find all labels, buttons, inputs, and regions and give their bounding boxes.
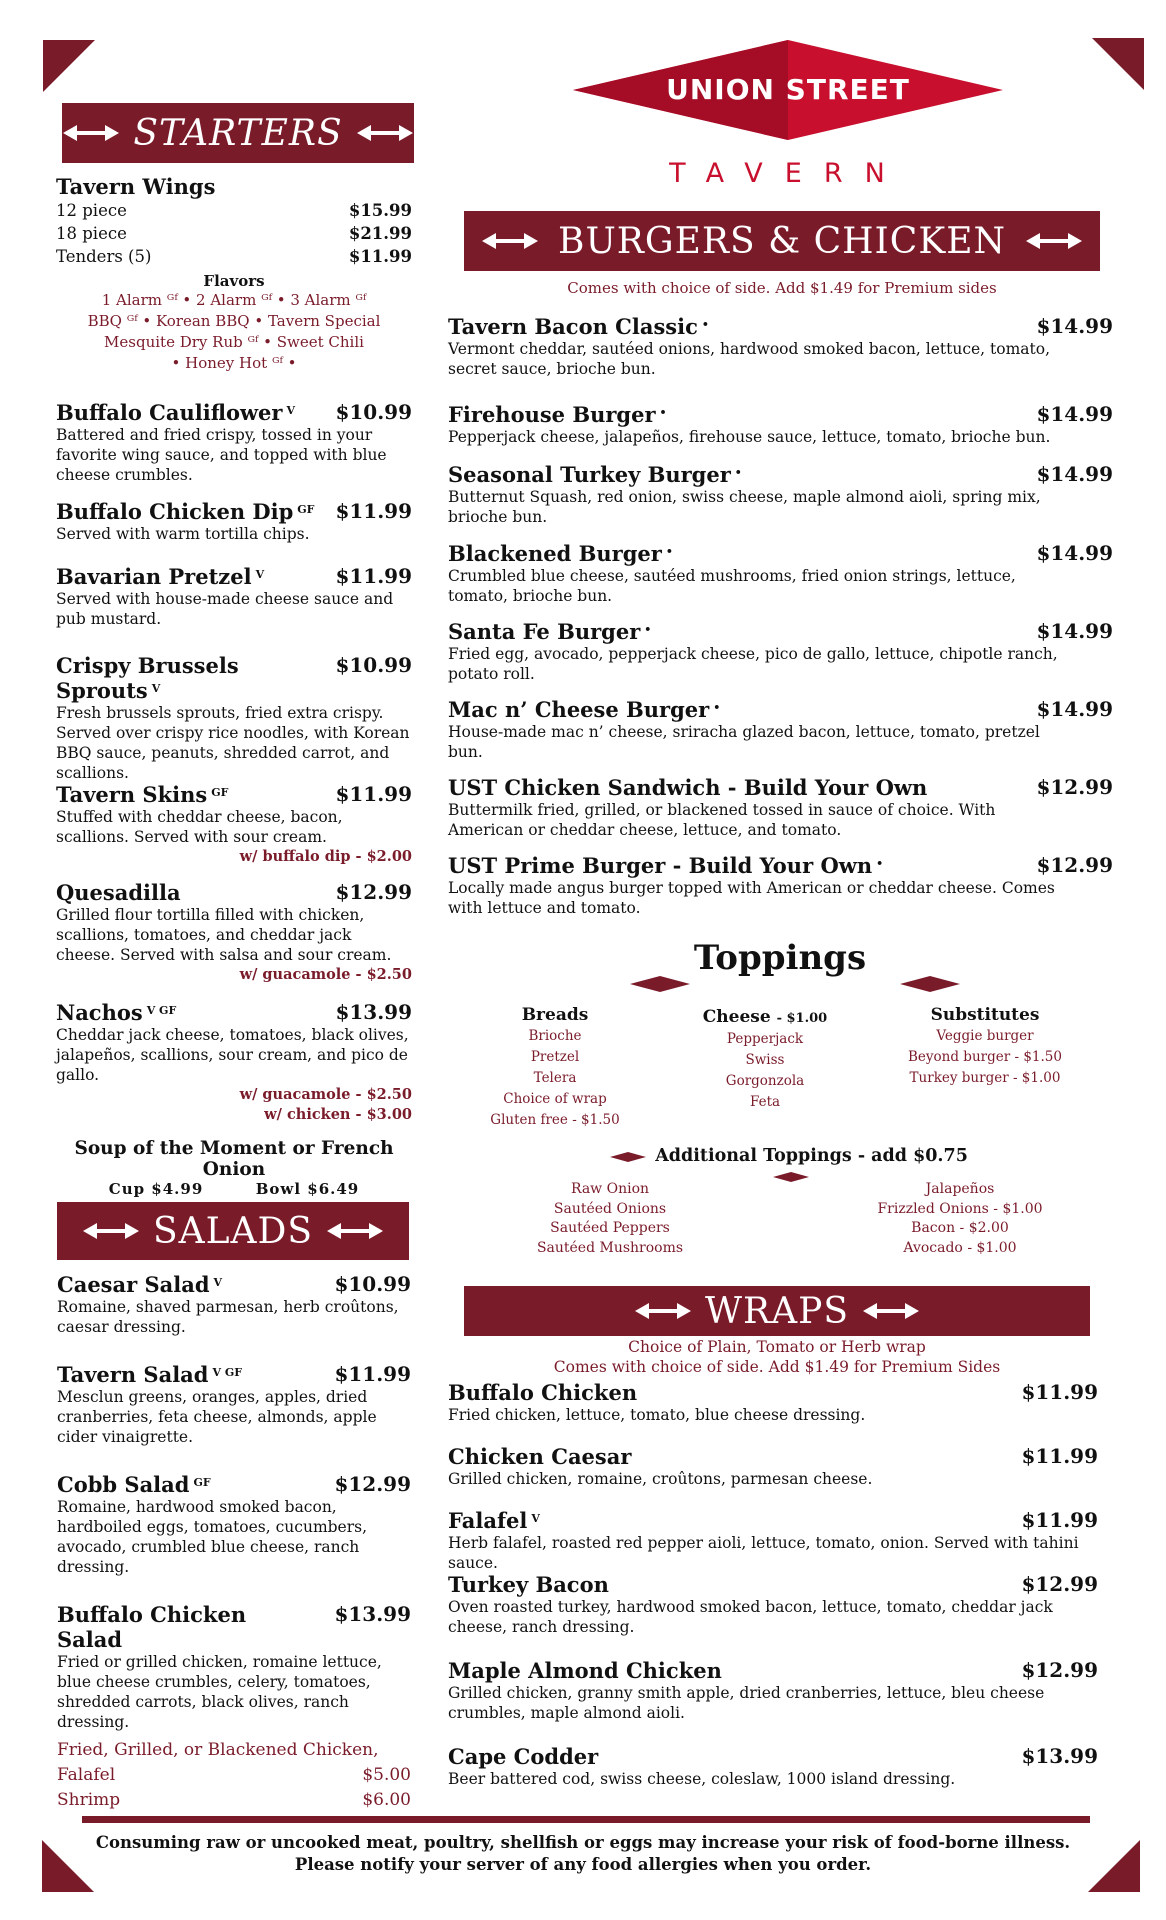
topping-option: Sautéed Onions [553,1200,667,1217]
wing-size-label: Tenders (5) [56,247,152,266]
menu-item-header [56,782,412,807]
menu-item-name: UST Chicken Sandwich - Build Your Own [448,775,928,800]
topping-option: Raw Onion [570,1181,650,1197]
toppings-header [620,938,940,988]
starters-title: STARTERS [133,112,343,154]
breads-title: Breads [521,1005,589,1025]
menu-item-description: Crumbled blue cheese, sautéed mushrooms, fried onion strings, lettuce, tomato, brioche bun. [448,567,1016,605]
menu-item-description: Grilled chicken, granny smith apple, dried cranberries, lettuce, bleu cheese crumbles, maple almond aioli. [448,1684,1045,1722]
diamond-left-icon [610,1152,646,1162]
wing-size-label: 18 piece [56,224,127,243]
menu-item-price: $11.99 [335,564,412,588]
menu-item-name: Tavern Skins [56,782,208,807]
menu-item-header [56,880,412,905]
menu-item [448,1744,1098,1789]
arrow-right-icon [327,1223,383,1239]
logo-line1: UNION STREET [666,73,910,106]
menu-item-name: Seasonal Turkey Burger [448,462,731,487]
topping-option: Avocado - $1.00 [903,1239,1017,1256]
menu-item-price: $11.99 [334,1362,411,1386]
menu-item-tag: V [531,1511,540,1525]
arrow-left-icon [482,233,538,249]
soup-title: Soup of the Moment or French Onion [74,1138,394,1180]
wing-size-row [56,245,412,268]
flavor-line: • Honey Hot ᴳᶠ • [171,354,297,372]
menu-item-price: $14.99 [1036,619,1113,643]
menu-item [57,1602,411,1732]
menu-item-header [57,1362,411,1387]
menu-item-description: Served with warm tortilla chips. [56,525,310,543]
wraps-banner [464,1286,1090,1336]
menu-item-price: $13.99 [1021,1744,1098,1768]
menu-item-description: Grilled chicken, romaine, croûtons, parmesan cheese. [448,1470,873,1488]
menu-item-description: Romaine, shaved parmesan, herb croûtons, caesar dressing. [57,1298,399,1336]
footer-disclaimer [80,1832,1086,1876]
menu-item-header [57,1472,411,1497]
topping-option: Gluten free - $1.50 [490,1112,620,1128]
menu-item-header [448,1572,1098,1597]
menu-item [448,853,1113,918]
menu-item-name: Tavern Salad [57,1362,209,1387]
menu-item-header [56,499,412,524]
topping-option: Frizzled Onions - $1.00 [877,1200,1043,1217]
wraps-note-2: Comes with choice of side. Add $1.49 for Premium Sides [553,1358,1001,1376]
menu-item-header [56,653,412,703]
menu-item-description: Romaine, hardwood smoked bacon, hardboiled eggs, tomatoes, cucumbers, avocado, crumbled blue cheese, ranch dressing. [57,1498,368,1576]
topping-option: Feta [749,1094,781,1110]
menu-item-name: Chicken Caesar [448,1444,632,1469]
menu-item-tag: V GF [146,1003,177,1017]
menu-item-name: Buffalo Chicken Salad [57,1602,247,1652]
menu-item-header [448,1744,1098,1769]
arrow-right-icon [1026,233,1082,249]
menu-item [448,619,1113,684]
topping-option: Veggie burger [936,1028,1034,1044]
menu-item-name: Quesadilla [56,880,181,905]
menu-item-price: $14.99 [1036,697,1113,721]
footer-line-2: Please notify your server of any food allergies when you order. [294,1855,872,1874]
menu-item-name: Nachos [56,1000,143,1025]
menu-item-description: Locally made angus burger topped with American or cheddar cheese. Comes with lettuce and tomato. [448,879,1055,917]
menu-item-header [448,462,1113,487]
menu-item-tag: V [151,681,161,695]
menu-item-tag: GF [193,1475,211,1489]
menu-item-description: Mesclun greens, oranges, apples, dried cranberries, feta cheese, almonds, apple cider vinaigrette. [57,1388,377,1446]
menu-item-price: $11.99 [1021,1444,1098,1468]
starters-banner [62,103,414,163]
additional-toppings-title: Additional Toppings - add $0.75 [655,1146,968,1166]
menu-item [56,499,412,544]
menu-item-name: UST Prime Burger - Build Your Own [448,853,873,878]
menu-item-price: $10.99 [335,400,412,424]
menu-item-description: Fried or grilled chicken, romaine lettuce, blue cheese crumbles, celery, tomatoes, shredded carrots, black olives, ranch dressing. [57,1653,382,1731]
topping-option: Pepperjack [726,1031,804,1047]
salad-proteins [57,1738,411,1813]
menu-item-name: Caesar Salad [57,1272,210,1297]
flavor-line: BBQ ᴳᶠ • Korean BBQ • Tavern Special [87,312,381,330]
menu-item-description: Grilled flour tortilla filled with chicken, scallions, tomatoes, and cheddar jack cheese. Served with salsa and sour cream. [56,906,392,964]
starters-section [56,174,412,374]
menu-item-price: $12.99 [1021,1572,1098,1596]
arrow-left-icon [83,1223,139,1239]
menu-item-name: Buffalo Cauliflower [56,400,283,425]
corner-decoration-top-left [43,40,95,92]
arrow-left-icon [63,125,119,141]
menu-item-name: Buffalo Chicken [448,1380,638,1405]
wings-sizes [56,199,412,268]
menu-item [56,880,412,985]
footer-divider [82,1816,1090,1823]
menu-item-tag: GF [211,785,229,799]
menu-item-description: Buttermilk fried, grilled, or blackened tossed in sauce of choice. With American or cheddar cheese, lettuce, and tomato. [448,801,996,839]
menu-item [57,1472,411,1577]
menu-item-description: Cheddar jack cheese, tomatoes, black olives, jalapeños, scallions, sour cream, and pico de gallo. [56,1026,409,1084]
menu-item-name: Mac n’ Cheese Burger [448,697,710,722]
menu-item-tag: V [213,1275,223,1289]
diamond-left-icon [630,976,690,992]
menu-item-addon: w/ buffalo dip - $2.00 [239,848,412,865]
menu-item-price: $12.99 [1036,853,1113,877]
menu-item-name: Cobb Salad [57,1472,190,1497]
menu-item [448,314,1113,379]
footer-line-1: Consuming raw or uncooked meat, poultry, shellfish or eggs may increase your risk of food-borne illness. [95,1833,1071,1852]
menu-item-price: $12.99 [335,880,412,904]
wing-size-price: $11.99 [348,247,412,266]
menu-item [57,1272,411,1337]
menu-item-description: Oven roasted turkey, hardwood smoked bacon, lettuce, tomato, cheddar jack cheese, ranch dressing. [448,1598,1053,1636]
menu-item-tag: • [665,544,673,558]
menu-item-header [448,1658,1098,1683]
topping-option: Turkey burger - $1.00 [909,1070,1061,1086]
menu-item-tag: • [734,465,742,479]
menu-item-tag: • [644,622,652,636]
menu-item [56,564,412,629]
menu-item [448,1658,1098,1723]
menu-item-description: Battered and fried crispy, tossed in your favorite wing sauce, and topped with blue cheese crumbles. [56,426,387,484]
menu-item-description: House-made mac n’ cheese, sriracha glazed bacon, lettuce, tomato, pretzel bun. [448,723,1040,761]
menu-item-name: Cape Codder [448,1744,599,1769]
toppings-title: Toppings [693,938,867,978]
menu-item-description: Beer battered cod, swiss cheese, coleslaw, 1000 island dressing. [448,1770,956,1788]
topping-option: Brioche [528,1028,582,1044]
wings-item [56,174,412,374]
menu-item [448,1380,1098,1425]
menu-item-price: $11.99 [335,499,412,523]
menu-item [448,541,1113,606]
topping-option: Swiss [745,1052,785,1068]
menu-item-tag: • [713,700,721,714]
burgers-banner [464,211,1100,271]
topping-option: Bacon - $2.00 [911,1220,1009,1236]
menu-item-tag: V [286,403,296,417]
topping-option: Gorgonzola [725,1073,805,1089]
salads-title: SALADS [152,1210,314,1252]
menu-item-header [448,402,1113,427]
logo-line2: TAVERN [669,158,907,189]
menu-item-tag: GF [297,502,315,516]
wing-size-price: $21.99 [348,224,412,243]
menu-item-price: $14.99 [1036,314,1113,338]
arrow-right-icon [863,1303,919,1319]
topping-option: Sautéed Peppers [550,1220,670,1236]
menu-item [448,1444,1098,1489]
menu-item-header [448,697,1113,722]
cheese-column [680,1007,850,1113]
menu-item-name: Buffalo Chicken Dip [56,499,294,524]
wing-size-label: 12 piece [56,201,127,220]
menu-item-header [56,400,412,425]
menu-item-addon: w/ guacamole - $2.50 [239,966,412,983]
corner-decoration-top-right [1092,38,1144,90]
corner-decoration-bottom-right [1088,1840,1140,1892]
menu-item-price: $13.99 [335,1000,412,1024]
additional-right-column [860,1180,1060,1258]
menu-item-name: Falafel [448,1508,528,1533]
menu-item-header [448,853,1113,878]
topping-option: Telera [533,1070,577,1086]
diamond-right-icon [900,976,960,992]
menu-item-name: Turkey Bacon [448,1572,609,1597]
additional-left-column [520,1180,700,1258]
menu-item-price: $10.99 [334,1272,411,1296]
menu-item-description: Herb falafel, roasted red pepper aioli, lettuce, tomato, onion. Served with tahini sauce. [448,1534,1079,1572]
menu-item-addon: w/ chicken - $3.00 [264,1106,412,1123]
menu-item-header [57,1272,411,1297]
menu-item [56,1000,412,1125]
menu-item-header [448,775,1113,800]
breads-column [470,1005,640,1131]
topping-option: Beyond burger - $1.50 [908,1049,1062,1065]
burgers-title: BURGERS & CHICKEN [557,220,1006,262]
soup-block [56,1138,412,1198]
flavor-line: 1 Alarm ᴳᶠ • 2 Alarm ᴳᶠ • 3 Alarm ᴳᶠ [101,291,367,309]
diamond-right-icon [773,1172,809,1182]
topping-option: Jalapeños [925,1181,995,1197]
menu-item-header [448,314,1113,339]
menu-item-header [448,1508,1098,1533]
menu-item-price: $13.99 [334,1602,411,1626]
flavors-list [56,290,412,374]
menu-item-tag: V [255,567,265,581]
menu-item-header [448,1444,1098,1469]
menu-item-header [448,541,1113,566]
menu-item-price: $11.99 [335,782,412,806]
wraps-note-1: Choice of Plain, Tomato or Herb wrap [628,1338,926,1356]
menu-item-description: Fried chicken, lettuce, tomato, blue cheese dressing. [448,1406,866,1424]
protein-title: Fried, Grilled, or Blackened Chicken, [57,1740,379,1760]
menu-item-price: $10.99 [335,653,412,677]
menu-item-description: Vermont cheddar, sautéed onions, hardwood smoked bacon, lettuce, tomato, secret sauce, brioche bun. [448,340,1051,378]
menu-item [448,402,1113,447]
flavor-line: Mesquite Dry Rub ᴳᶠ • Sweet Chili [104,333,364,351]
menu-item-header [448,619,1113,644]
cheese-title: Cheese [702,1007,771,1027]
wing-size-row [56,222,412,245]
menu-item [448,1572,1098,1637]
menu-item-description: Fried egg, avocado, pepperjack cheese, pico de gallo, lettuce, chipotle ranch, potato roll. [448,645,1058,683]
topping-option: Choice of wrap [503,1091,607,1107]
menu-item-tag: V GF [212,1365,243,1379]
menu-item-description: Fresh brussels sprouts, fried extra crispy. Served over crispy rice noodles, with Korean BBQ sauce, peanuts, shredded carrot, and scallions. [56,704,410,782]
menu-item-tag: • [876,856,884,870]
menu-item-header [448,1380,1098,1405]
menu-item [56,400,412,485]
menu-item-name: Crispy Brussels Sprouts [56,653,239,703]
wing-size-row [56,199,412,222]
topping-option: Sautéed Mushrooms [536,1239,684,1256]
menu-item-price: $11.99 [1021,1380,1098,1404]
menu-item-tag: • [701,317,709,331]
salads-banner [57,1202,409,1260]
menu-item-name: Blackened Burger [448,541,662,566]
menu-item [448,775,1113,840]
menu-item-price: $12.99 [1021,1658,1098,1682]
protein-label: Shrimp [57,1790,121,1810]
menu-item-price: $11.99 [1021,1508,1098,1532]
substitutes-column [890,1005,1080,1089]
menu-item-price: $14.99 [1036,462,1113,486]
menu-item-name: Firehouse Burger [448,402,656,427]
menu-item [448,1508,1098,1573]
menu-item-header [56,1000,412,1025]
menu-item-price: $14.99 [1036,541,1113,565]
menu-item-header [57,1602,411,1652]
menu-item-description: Served with house-made cheese sauce and pub mustard. [56,590,394,628]
menu-item [57,1362,411,1447]
menu-item-name: Bavarian Pretzel [56,564,252,589]
menu-item-name: Santa Fe Burger [448,619,641,644]
menu-item-name: Tavern Bacon Classic [448,314,698,339]
menu-item-description: Butternut Squash, red onion, swiss cheese, maple almond aioli, spring mix, brioche bun. [448,488,1041,526]
menu-item [56,653,412,783]
menu-item [448,462,1113,527]
protein-label: Falafel [57,1765,116,1785]
menu-item-addon: w/ guacamole - $2.50 [239,1086,412,1103]
menu-item-price: $12.99 [334,1472,411,1496]
arrow-left-icon [635,1303,691,1319]
menu-item-description: Stuffed with cheddar cheese, bacon, scallions. Served with sour cream. [56,808,343,846]
soup-cup: Cup $4.99 [108,1180,204,1198]
wraps-title: WRAPS [705,1290,849,1332]
substitutes-title: Substitutes [930,1005,1040,1025]
burgers-note: Comes with choice of side. Add $1.49 for Premium sides [567,279,997,297]
menu-item-price: $14.99 [1036,402,1113,426]
protein-price: $6.00 [362,1790,411,1810]
menu-item-description: Pepperjack cheese, jalapeños, firehouse sauce, lettuce, tomato, brioche bun. [448,428,1051,446]
topping-option: Pretzel [530,1049,580,1065]
menu-item-name: Maple Almond Chicken [448,1658,722,1683]
wings-name: Tavern Wings [56,174,216,199]
logo [573,40,1003,190]
menu-item-price: $12.99 [1036,775,1113,799]
flavors-title: Flavors [203,272,265,290]
menu-item-header [56,564,412,589]
protein-price: $5.00 [362,1765,411,1785]
arrow-right-icon [357,125,413,141]
menu-item [448,697,1113,762]
cheese-price: - $1.00 [776,1011,828,1026]
menu-item [56,782,412,867]
menu-item-tag: • [659,405,667,419]
wing-size-price: $15.99 [348,201,412,220]
soup-bowl: Bowl $6.49 [255,1180,360,1198]
